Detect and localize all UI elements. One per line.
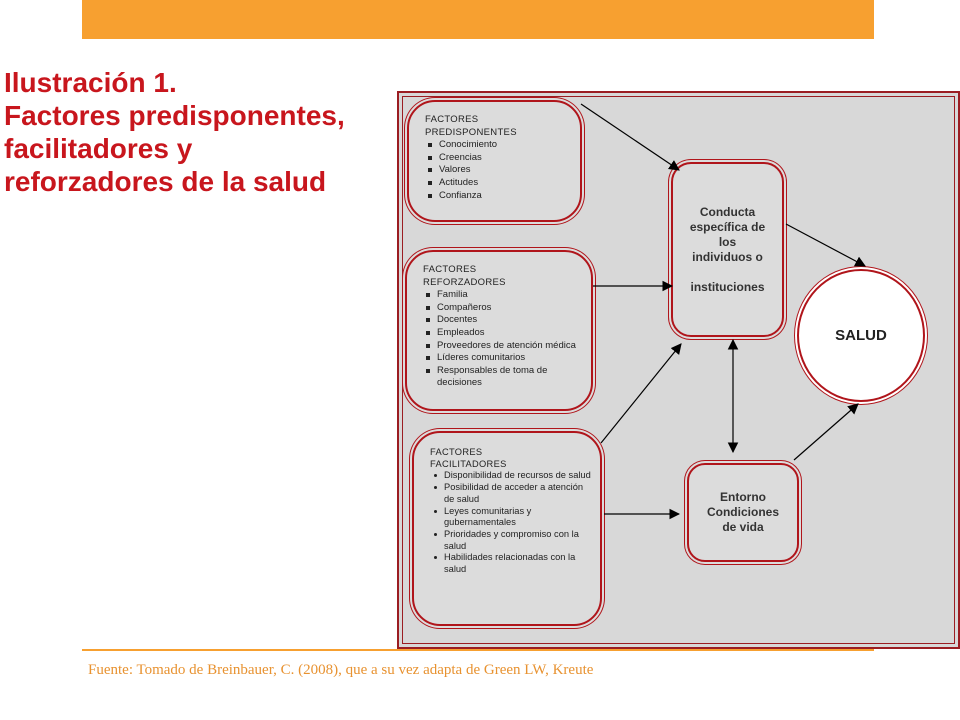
list-item: Compañeros — [423, 302, 583, 315]
title-line: Ilustración 1. — [4, 67, 177, 98]
list-item: Actitudes — [425, 177, 572, 190]
title-line: facilitadores y — [4, 133, 193, 164]
list-item: Familia — [423, 289, 583, 302]
source-citation: Fuente: Tomado de Breinbauer, C. (2008), que a su vez adapta de Green LW, Kreute — [88, 662, 594, 678]
entorno-line: Condiciones — [706, 505, 779, 519]
bottom-divider — [82, 649, 874, 651]
entorno-line: de vida — [722, 520, 764, 534]
factor-title-line: PREDISPONENTES — [425, 126, 517, 138]
conducta-line: específica de — [689, 219, 766, 234]
list-item: Proveedores de atención médica — [423, 340, 583, 353]
salud-label: SALUD — [835, 327, 887, 344]
list-item: Posibilidad de acceder a atención de salud — [430, 482, 592, 505]
list-item: Líderes comunitarios — [423, 352, 583, 365]
entorno-line: Entorno — [720, 490, 766, 504]
arrow-conducta-to-salud — [786, 224, 865, 266]
conducta-line: individuos o — [692, 249, 763, 264]
list-item: Creencias — [425, 152, 572, 165]
list-item: Habilidades relacionadas con la salud — [430, 552, 592, 575]
conducta-line: Conducta — [699, 204, 756, 219]
arrow-entorno-to-salud — [794, 404, 858, 460]
list-item: Prioridades y compromiso con la salud — [430, 529, 592, 552]
factor-title-line: FACTORES — [430, 447, 483, 457]
list-item: Disponibilidad de recursos de salud — [430, 470, 592, 482]
arrow-predisponentes-to-conducta — [581, 104, 679, 170]
list-item: Valores — [425, 164, 572, 177]
list-item: Leyes comunitarias y gubernamentales — [430, 506, 592, 529]
conducta-line: los — [718, 234, 737, 249]
list-item: Responsables de toma de decisiones — [423, 365, 583, 390]
list-item: Docentes — [423, 314, 583, 327]
list-item: Conocimiento — [425, 139, 572, 152]
conducta-line: instituciones — [690, 279, 765, 294]
factor-title-line: FACTORES — [423, 264, 477, 275]
arrow-facilitadores-to-conducta — [601, 344, 681, 443]
title-line: reforzadores de la salud — [4, 166, 327, 197]
factor-title-line: FACTORES — [425, 114, 479, 125]
list-item: Empleados — [423, 327, 583, 340]
factor-title-line: FACILITADORES — [430, 458, 507, 469]
title-line: Factores predisponentes, — [4, 100, 345, 131]
factor-title-line: REFORZADORES — [423, 276, 506, 288]
list-item: Confianza — [425, 190, 572, 203]
